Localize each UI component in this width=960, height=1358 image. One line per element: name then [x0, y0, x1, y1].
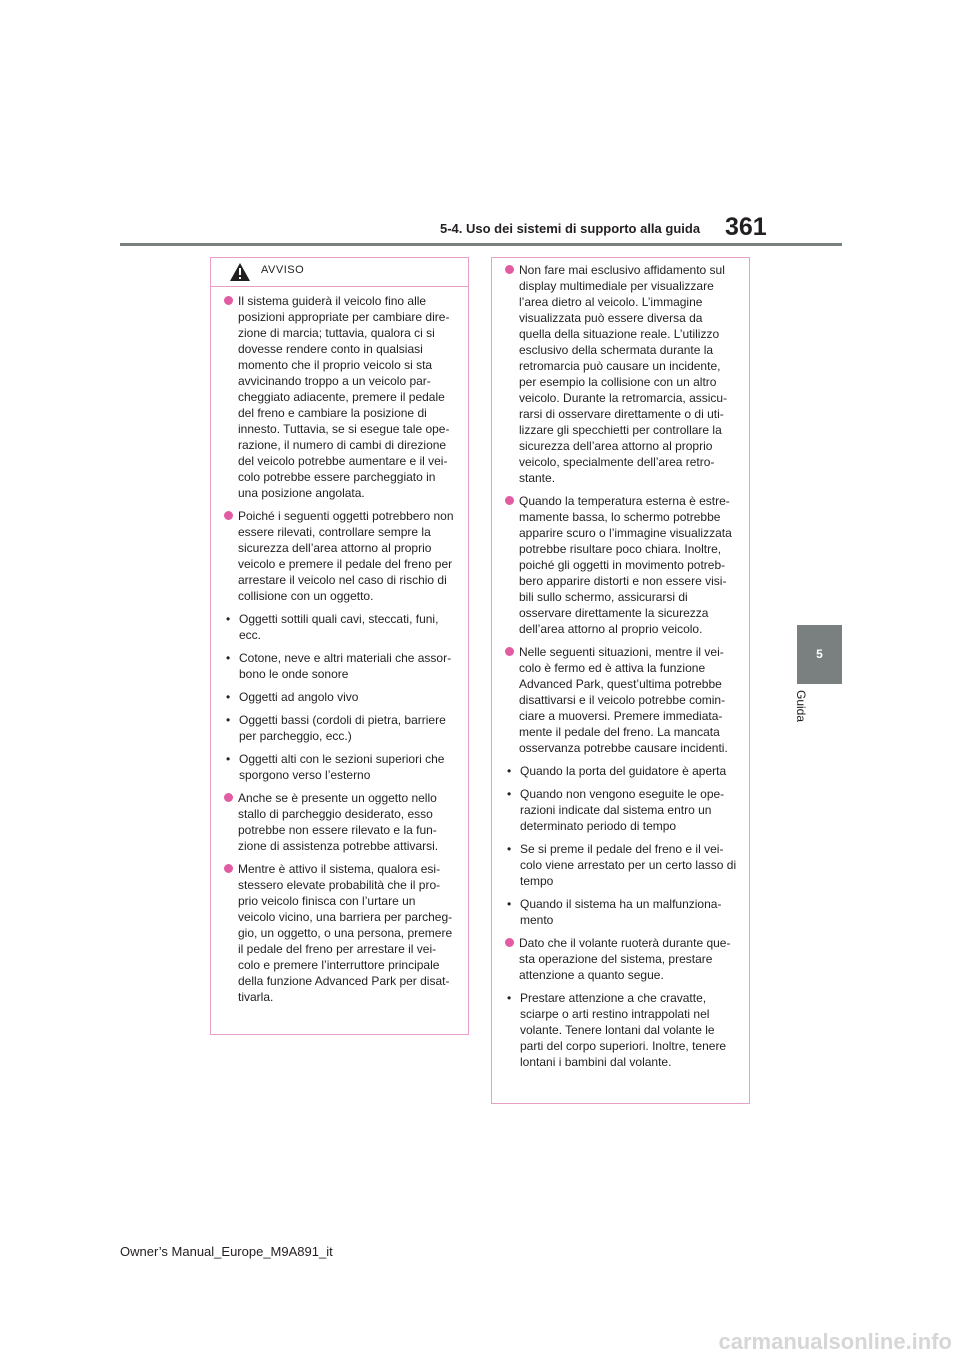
warning-box-left — [210, 257, 469, 1035]
footer-manual-id: Owner’s Manual_Europe_M9A891_it — [120, 1244, 333, 1259]
warning-title: AVVISO — [261, 264, 305, 276]
bullet-dot-icon — [224, 793, 233, 802]
dash-marker-icon: • — [507, 764, 512, 778]
item-text: Il sistema guiderà il veicolo fino alle posizioni appropriate per cambiare dire-zione di marcia; tuttavia, qualora ci si dovesse rendere conto in qualsiasi momento che il proprio veicolo si sta avvicinando troppo a un veicolo par-cheggiato adiacente, premere il pedale del freno e cambiare la posizione di innesto. Tuttavia, se si esegue tale ope-razione, il numero di cambi di direzione del veicolo potrebbe aumentare e il vei-colo potrebbe essere parcheggiato in una posizione angolata. — [238, 294, 450, 500]
item-text: Quando non vengono eseguite le ope-razioni indicate dal sistema entro un determinato periodo di tempo — [520, 787, 725, 833]
warning-sub-item — [223, 650, 456, 682]
warning-sub-item — [504, 763, 737, 779]
dash-marker-icon: • — [226, 651, 231, 665]
warning-sub-item — [504, 896, 737, 928]
item-text: Oggetti alti con le sezioni superiori che sporgono verso l’esterno — [239, 752, 445, 782]
warning-sub-item — [223, 611, 456, 643]
page-number: 361 — [725, 213, 767, 241]
warning-sub-item — [504, 786, 737, 834]
warning-left-content — [211, 287, 468, 1005]
item-text: Quando la porta del guidatore è aperta — [520, 764, 727, 778]
warning-bullet-item — [223, 293, 456, 501]
bullet-dot-icon — [505, 496, 514, 505]
item-text: Poiché i seguenti oggetti potrebbero non essere rilevati, controllare sempre la sicurezza dell’area attorno al proprio veicolo e premere il pedale del freno per arrestare il veicolo nel caso di rischio di collisione con un oggetto. — [238, 509, 454, 603]
item-text: Anche se è presente un oggetto nello stallo di parcheggio desiderato, esso potrebbe non essere rilevato e la fun-zione di assistenza potrebbe attivarsi. — [238, 791, 439, 853]
warning-right-content — [492, 258, 749, 1070]
chapter-tab: 5 — [797, 625, 842, 684]
bullet-dot-icon — [224, 511, 233, 520]
warning-triangle-icon — [229, 262, 251, 282]
dash-marker-icon: • — [507, 842, 512, 856]
warning-bullet-item — [504, 644, 737, 756]
warning-bullet-item — [223, 861, 456, 1005]
warning-sub-item — [223, 689, 456, 705]
bullet-dot-icon — [505, 647, 514, 656]
item-text: Dato che il volante ruoterà durante que-sta operazione del sistema, prestare attenzione a quanto segue. — [519, 936, 731, 982]
section-title: 5-4. Uso dei sistemi di supporto alla guida — [440, 221, 701, 236]
dash-marker-icon: • — [226, 612, 231, 626]
warning-sub-item — [223, 712, 456, 744]
item-text: Se si preme il pedale del freno e il vei-colo viene arrestato per un certo lasso di tempo — [520, 842, 737, 888]
item-text: Cotone, neve e altri materiali che assor-bono le onde sonore — [239, 651, 452, 681]
warning-bullet-item — [223, 790, 456, 854]
warning-sub-item — [223, 751, 456, 783]
bullet-dot-icon — [224, 864, 233, 873]
item-text: Quando la temperatura esterna è estre-mamente bassa, lo schermo potrebbe apparire scuro o l’immagine visualizzata potrebbe risultare poco chiara. Inoltre, poiché gli oggetti in movimento potreb-bero apparire distorti e non essere visi-bili sullo schermo, assicurarsi di osservare direttamente la sicurezza dell’area attorno al proprio veicolo. — [519, 494, 732, 636]
warning-sub-item — [504, 841, 737, 889]
item-text: Nelle seguenti situazioni, mentre il vei-colo è fermo ed è attiva la funzione Advanced Park, quest’ultima potrebbe disattivarsi e il veicolo potrebbe comin-ciare a muoversi. Premere immediata-mente il pedale del freno. La mancata osservanza potrebbe causare incidenti. — [519, 645, 728, 755]
warning-bullet-item — [504, 935, 737, 983]
warning-box-right — [491, 257, 750, 1104]
dash-marker-icon: • — [226, 713, 231, 727]
warning-bullet-item — [223, 508, 456, 604]
dash-marker-icon: • — [507, 897, 512, 911]
warning-sub-item — [504, 990, 737, 1070]
dash-marker-icon: • — [226, 690, 231, 704]
warning-header — [211, 258, 468, 287]
header-rule — [120, 243, 842, 246]
item-text: Oggetti bassi (cordoli di pietra, barriere per parcheggio, ecc.) — [239, 713, 446, 743]
bullet-dot-icon — [224, 296, 233, 305]
dash-marker-icon: • — [226, 752, 231, 766]
dash-marker-icon: • — [507, 787, 512, 801]
item-text: Non fare mai esclusivo affidamento sul display multimediale per visualizzare l’area dietro al veicolo. L’immagine visualizzata può essere diversa da quella della situazione reale. L’utilizzo esclusivo della schermata durante la retromarcia può causare un incidente, per esempio la collisione con un altro veicolo. Durante la retromarcia, assicu-rarsi di osservare direttamente o di uti-lizzare gli specchietti per controllare la sicurezza dell’area attorno al proprio veicolo, specialmente dell’area retro-stante. — [519, 263, 728, 485]
item-text: Mentre è attivo il sistema, qualora esi-stessero elevate probabilità che il pro-prio veicolo finisca con l’urtare un veicolo vicino, una barriera per parcheg-gio, un oggetto, o una persona, premere il pedale del freno per arrestare il vei-colo e premere l’interruttore principale della funzione Advanced Park per disat-tivarla. — [238, 862, 453, 1004]
bullet-dot-icon — [505, 265, 514, 274]
item-text: Oggetti sottili quali cavi, steccati, funi, ecc. — [239, 612, 439, 642]
bullet-dot-icon — [505, 938, 514, 947]
item-text: Quando il sistema ha un malfunziona-mento — [520, 897, 722, 927]
warning-bullet-item — [504, 493, 737, 637]
chapter-label: Guida — [794, 690, 808, 723]
item-text: Prestare attenzione a che cravatte, sciarpe o arti restino intrappolati nel volante. Tenere lontani dal volante le parti del corpo superiori. Inoltre, tenere lontani i bambini dal volante. — [520, 991, 727, 1069]
item-text: Oggetti ad angolo vivo — [239, 690, 359, 704]
dash-marker-icon: • — [507, 991, 512, 1005]
watermark: carmanualsonline.info — [718, 1329, 952, 1354]
warning-bullet-item — [504, 262, 737, 486]
